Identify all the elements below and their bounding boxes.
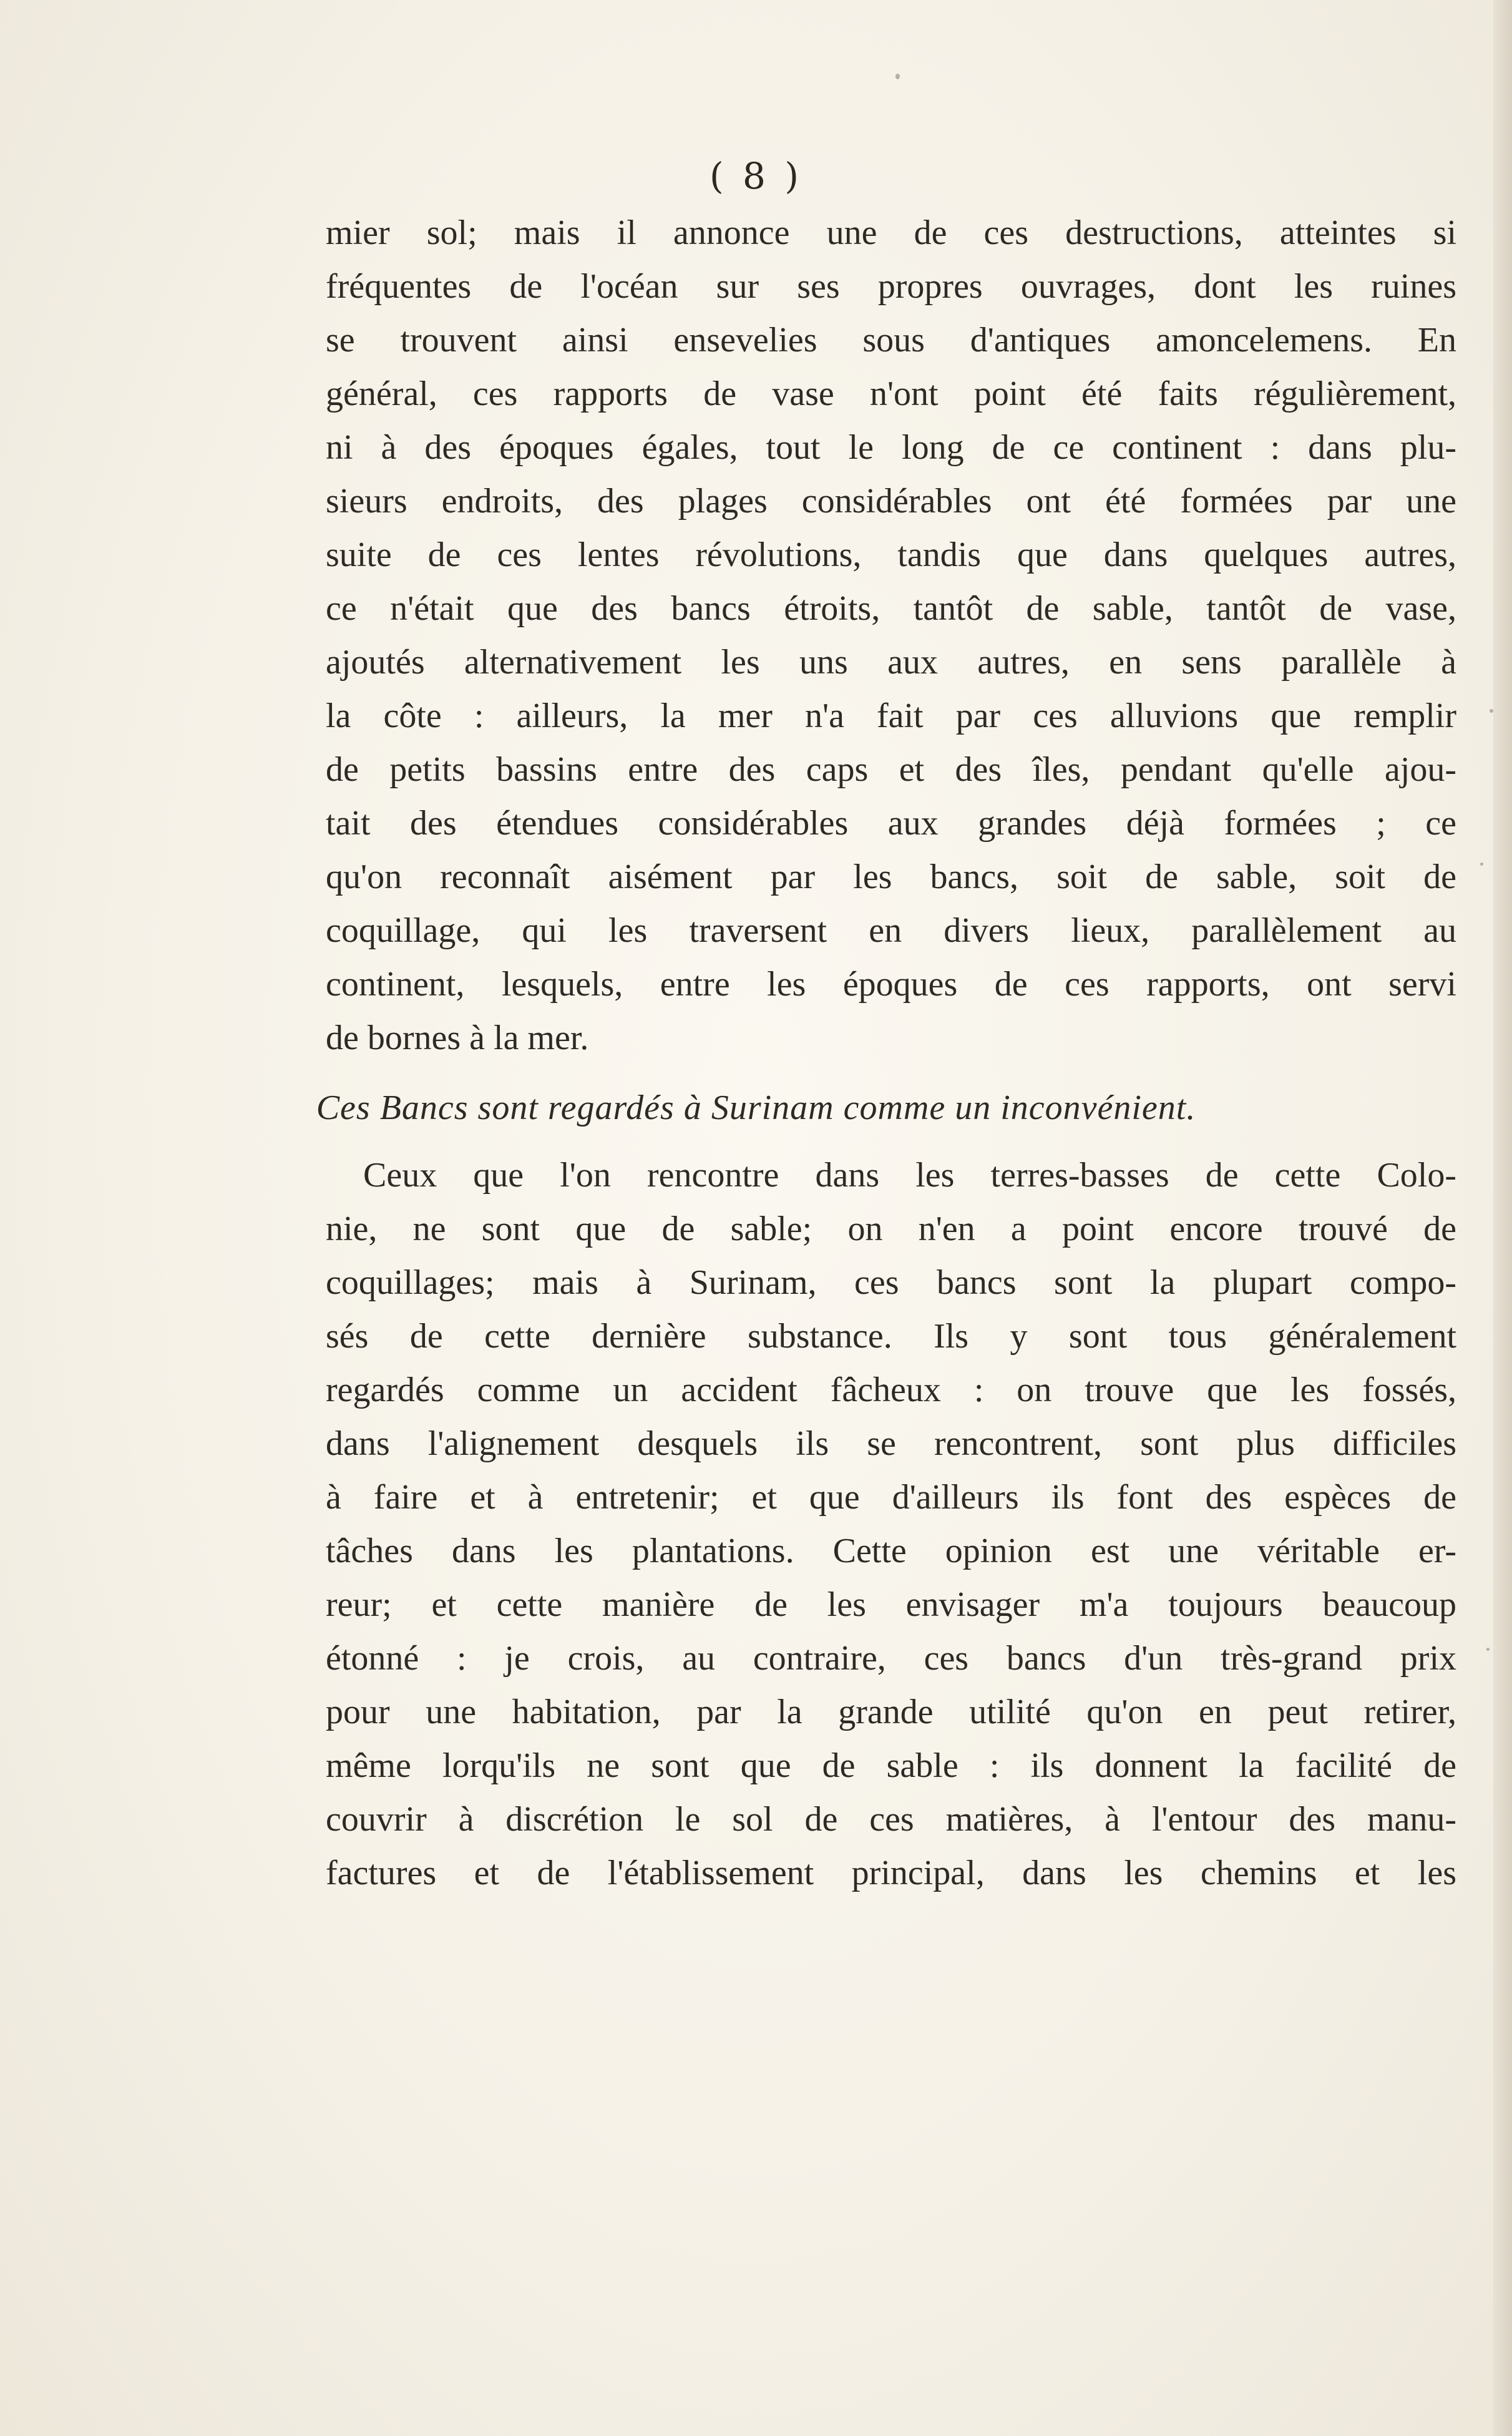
text-line: regardés comme un accident fâcheux : on trouve que les fossés, (326, 1371, 1456, 1409)
page-number: ( 8 ) (709, 155, 803, 197)
text-line: coquillages; mais à Surinam, ces bancs sont la plupart compo- (326, 1263, 1456, 1302)
text-line: factures et de l'établissement principal, dans les chemins et les (326, 1854, 1456, 1892)
text-line: dans l'alignement desquels ils se rencontrent, sont plus difficiles (326, 1424, 1456, 1463)
text-line: de bornes à la mer. (326, 1019, 589, 1057)
ink-speck (1486, 1648, 1490, 1651)
text-line: couvrir à discrétion le sol de ces matières, à l'entour des manu- (326, 1800, 1456, 1839)
text-line: ajoutés alternativement les uns aux autres, en sens parallèle à (326, 643, 1456, 682)
text-line: reur; et cette manière de les envisager m'a toujours beaucoup (326, 1585, 1456, 1624)
text-line: ce n'était que des bancs étroits, tantôt de sable, tantôt de vase, (326, 589, 1456, 628)
text-line: se trouvent ainsi ensevelies sous d'antiques amoncelemens. En (326, 321, 1456, 360)
text-line: la côte : ailleurs, la mer n'a fait par ces alluvions que remplir (326, 697, 1456, 735)
text-line: fréquentes de l'océan sur ses propres ouvrages, dont les ruines (326, 267, 1456, 306)
text-line: Ceux que l'on rencontre dans les terres-basses de cette Colo- (363, 1156, 1456, 1195)
ink-speck (1480, 863, 1483, 866)
text-line: étonné : je crois, au contraire, ces bancs d'un très-grand prix (326, 1639, 1456, 1678)
text-line: ni à des époques égales, tout le long de ce continent : dans plu- (326, 428, 1456, 467)
text-line: qu'on reconnaît aisément par les bancs, soit de sable, soit de (326, 858, 1456, 896)
text-line: à faire et à entretenir; et que d'ailleurs ils font des espèces de (326, 1478, 1456, 1517)
text-line: sieurs endroits, des plages considérables ont été formées par une (326, 482, 1456, 521)
ink-speck (1490, 709, 1493, 713)
text-line: continent, lesquels, entre les époques de ces rapports, ont servi (326, 965, 1456, 1004)
text-line: pour une habitation, par la grande utilité qu'on en peut retirer, (326, 1693, 1456, 1731)
text-line: tâches dans les plantations. Cette opinion est une véritable er- (326, 1532, 1456, 1570)
page-edge (1493, 0, 1512, 2436)
text-line: nie, ne sont que de sable; on n'en a point encore trouvé de (326, 1210, 1456, 1248)
section-heading: Ces Bancs sont regardés à Surinam comme un inconvénient. (316, 1088, 1196, 1127)
text-line: mier sol; mais il annonce une de ces destructions, atteintes si (326, 213, 1456, 252)
text-line: coquillage, qui les traversent en divers lieux, parallèlement au (326, 911, 1456, 950)
text-line: sés de cette dernière substance. Ils y sont tous généralement (326, 1317, 1456, 1356)
ink-speck (895, 74, 900, 79)
text-line: général, ces rapports de vase n'ont point été faits régulièrement, (326, 374, 1456, 413)
text-line: de petits bassins entre des caps et des îles, pendant qu'elle ajou- (326, 750, 1456, 789)
text-line: suite de ces lentes révolutions, tandis que dans quelques autres, (326, 536, 1456, 574)
text-line: tait des étendues considérables aux grandes déjà formées ; ce (326, 804, 1456, 843)
text-line: même lorqu'ils ne sont que de sable : ils donnent la facilité de (326, 1746, 1456, 1785)
